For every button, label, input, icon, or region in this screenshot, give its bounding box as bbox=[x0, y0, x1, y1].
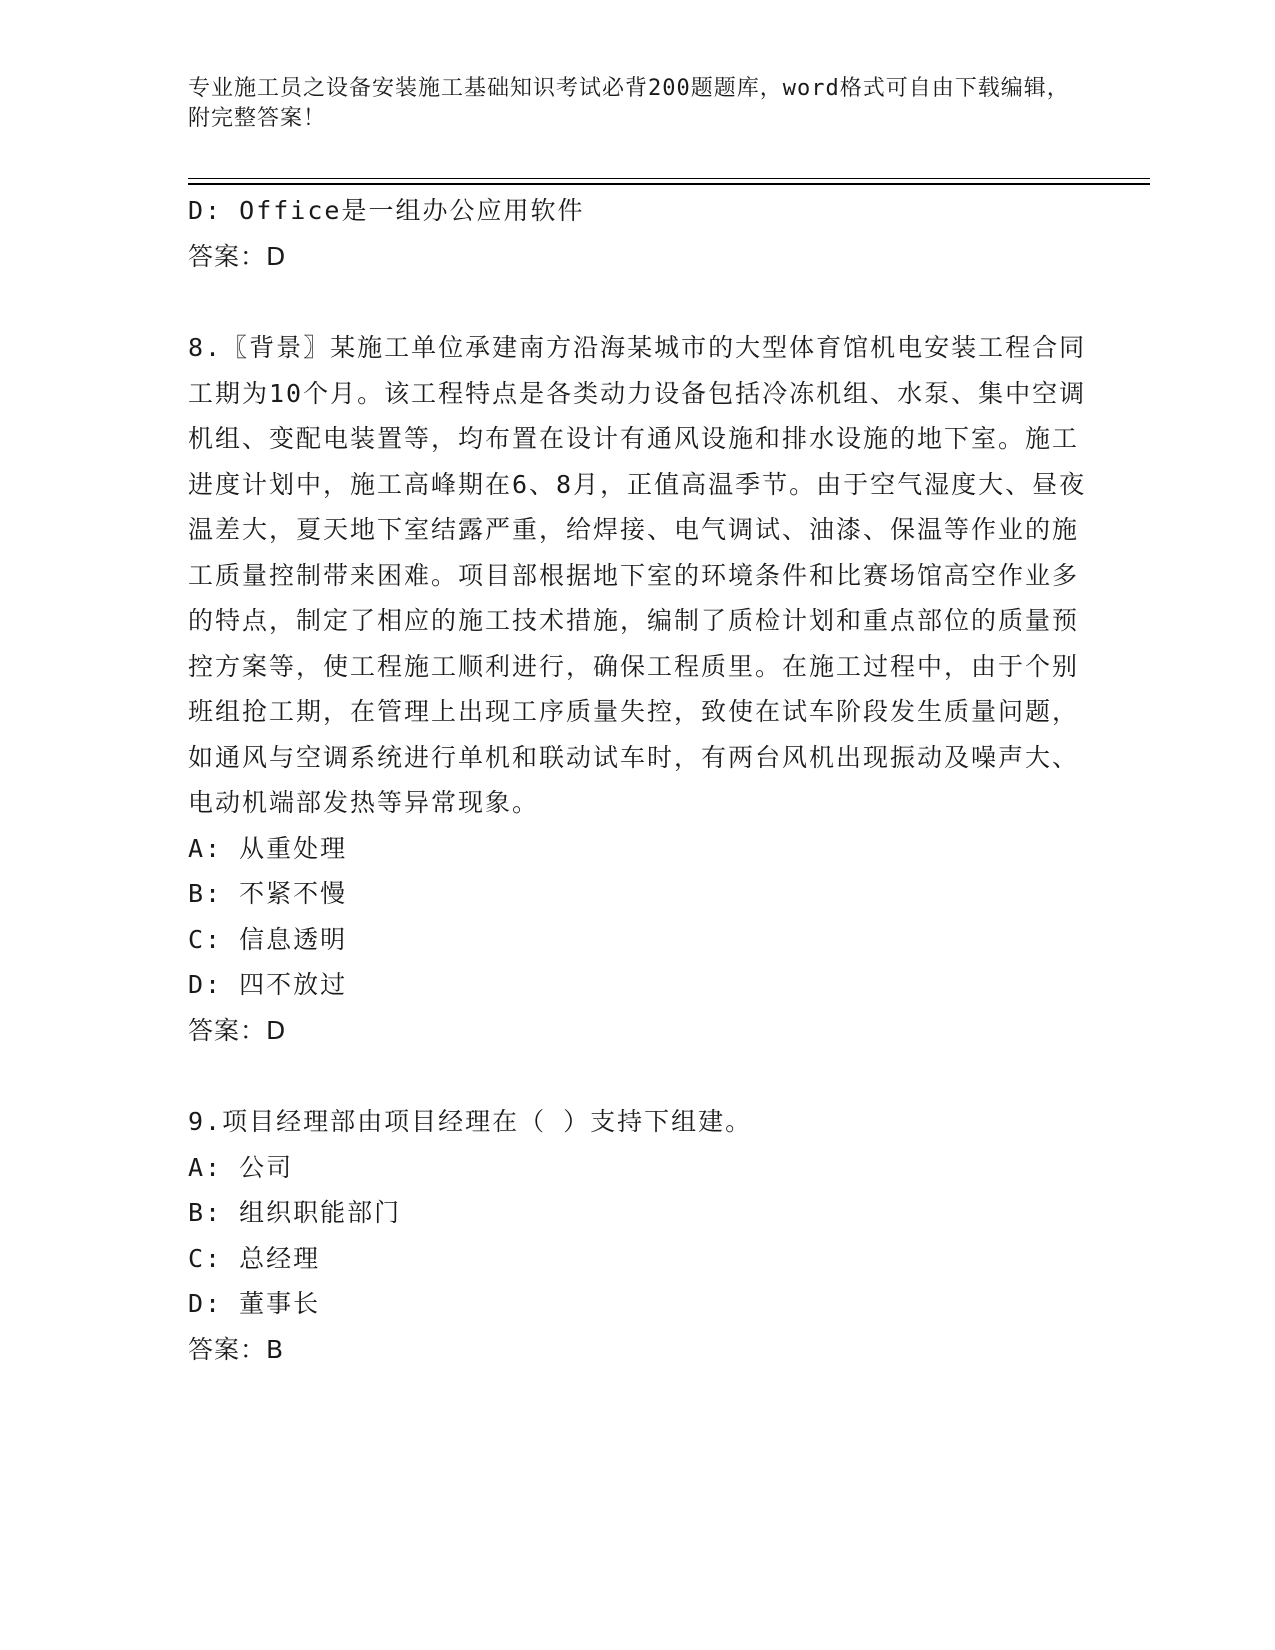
option-c: C: 总经理 bbox=[188, 1243, 321, 1273]
question-7-tail bbox=[188, 188, 1088, 279]
header-divider-thick bbox=[188, 183, 1150, 185]
question-stem: 9.项目经理部由项目经理在（ ）支持下组建。 bbox=[188, 1107, 753, 1136]
question-list bbox=[188, 188, 1088, 1372]
header-text: 专业施工员之设备安装施工基础知识考试必背200题题库，word格式可自由下载编辑，附完整答案！ bbox=[188, 76, 1070, 131]
option-a: A: 从重处理 bbox=[188, 833, 348, 863]
document-header bbox=[188, 74, 1088, 134]
option-d: D: 董事长 bbox=[188, 1289, 321, 1318]
question-9 bbox=[188, 1099, 1088, 1372]
option-b: B: 不紧不慢 bbox=[188, 879, 348, 908]
option-d: D: 四不放过 bbox=[188, 970, 348, 999]
option-d: D: Office是一组办公应用软件 bbox=[188, 196, 585, 225]
answer: 答案：D bbox=[188, 241, 287, 271]
answer: 答案：B bbox=[188, 1334, 285, 1364]
question-8 bbox=[188, 325, 1088, 1053]
answer: 答案：D bbox=[188, 1015, 287, 1045]
option-b: B: 组织职能部门 bbox=[188, 1198, 402, 1227]
option-a: A: 公司 bbox=[188, 1152, 294, 1182]
question-stem: 8.〖背景〗某施工单位承建南方沿海某城市的大型体育馆机电安装工程合同工期为10个月。该工程特点是各类动力设备包括冷冻机组、水泵、集中空调机组、变配电装置等，均布置在设计有通风设施和排水设施的地下室。施工进度计划中，施工高峰期在6、8月，正值高温季节。由于空气湿度大、昼夜温差大，夏天地下室结露严重，给焊接、电气调试、油漆、保温等作业的施工质量控制带来困难。项目部根据地下室的环境条件和比赛场馆高空作业多的特点，制定了相应的施工技术措施，编制了质检计划和重点部位的质量预控方案等，使工程施工顺利进行，确保工程质里。在施工过程中，由于个别班组抢工期，在管理上出现工序质量失控，致使在试车阶段发生质量问题，如通风与空调系统进行单机和联动试车时，有两台风机出现振动及噪声大、电动机端部发热等异常现象。 bbox=[188, 333, 1087, 817]
option-c: C: 信息透明 bbox=[188, 924, 348, 954]
header-divider-thin bbox=[188, 178, 1150, 179]
